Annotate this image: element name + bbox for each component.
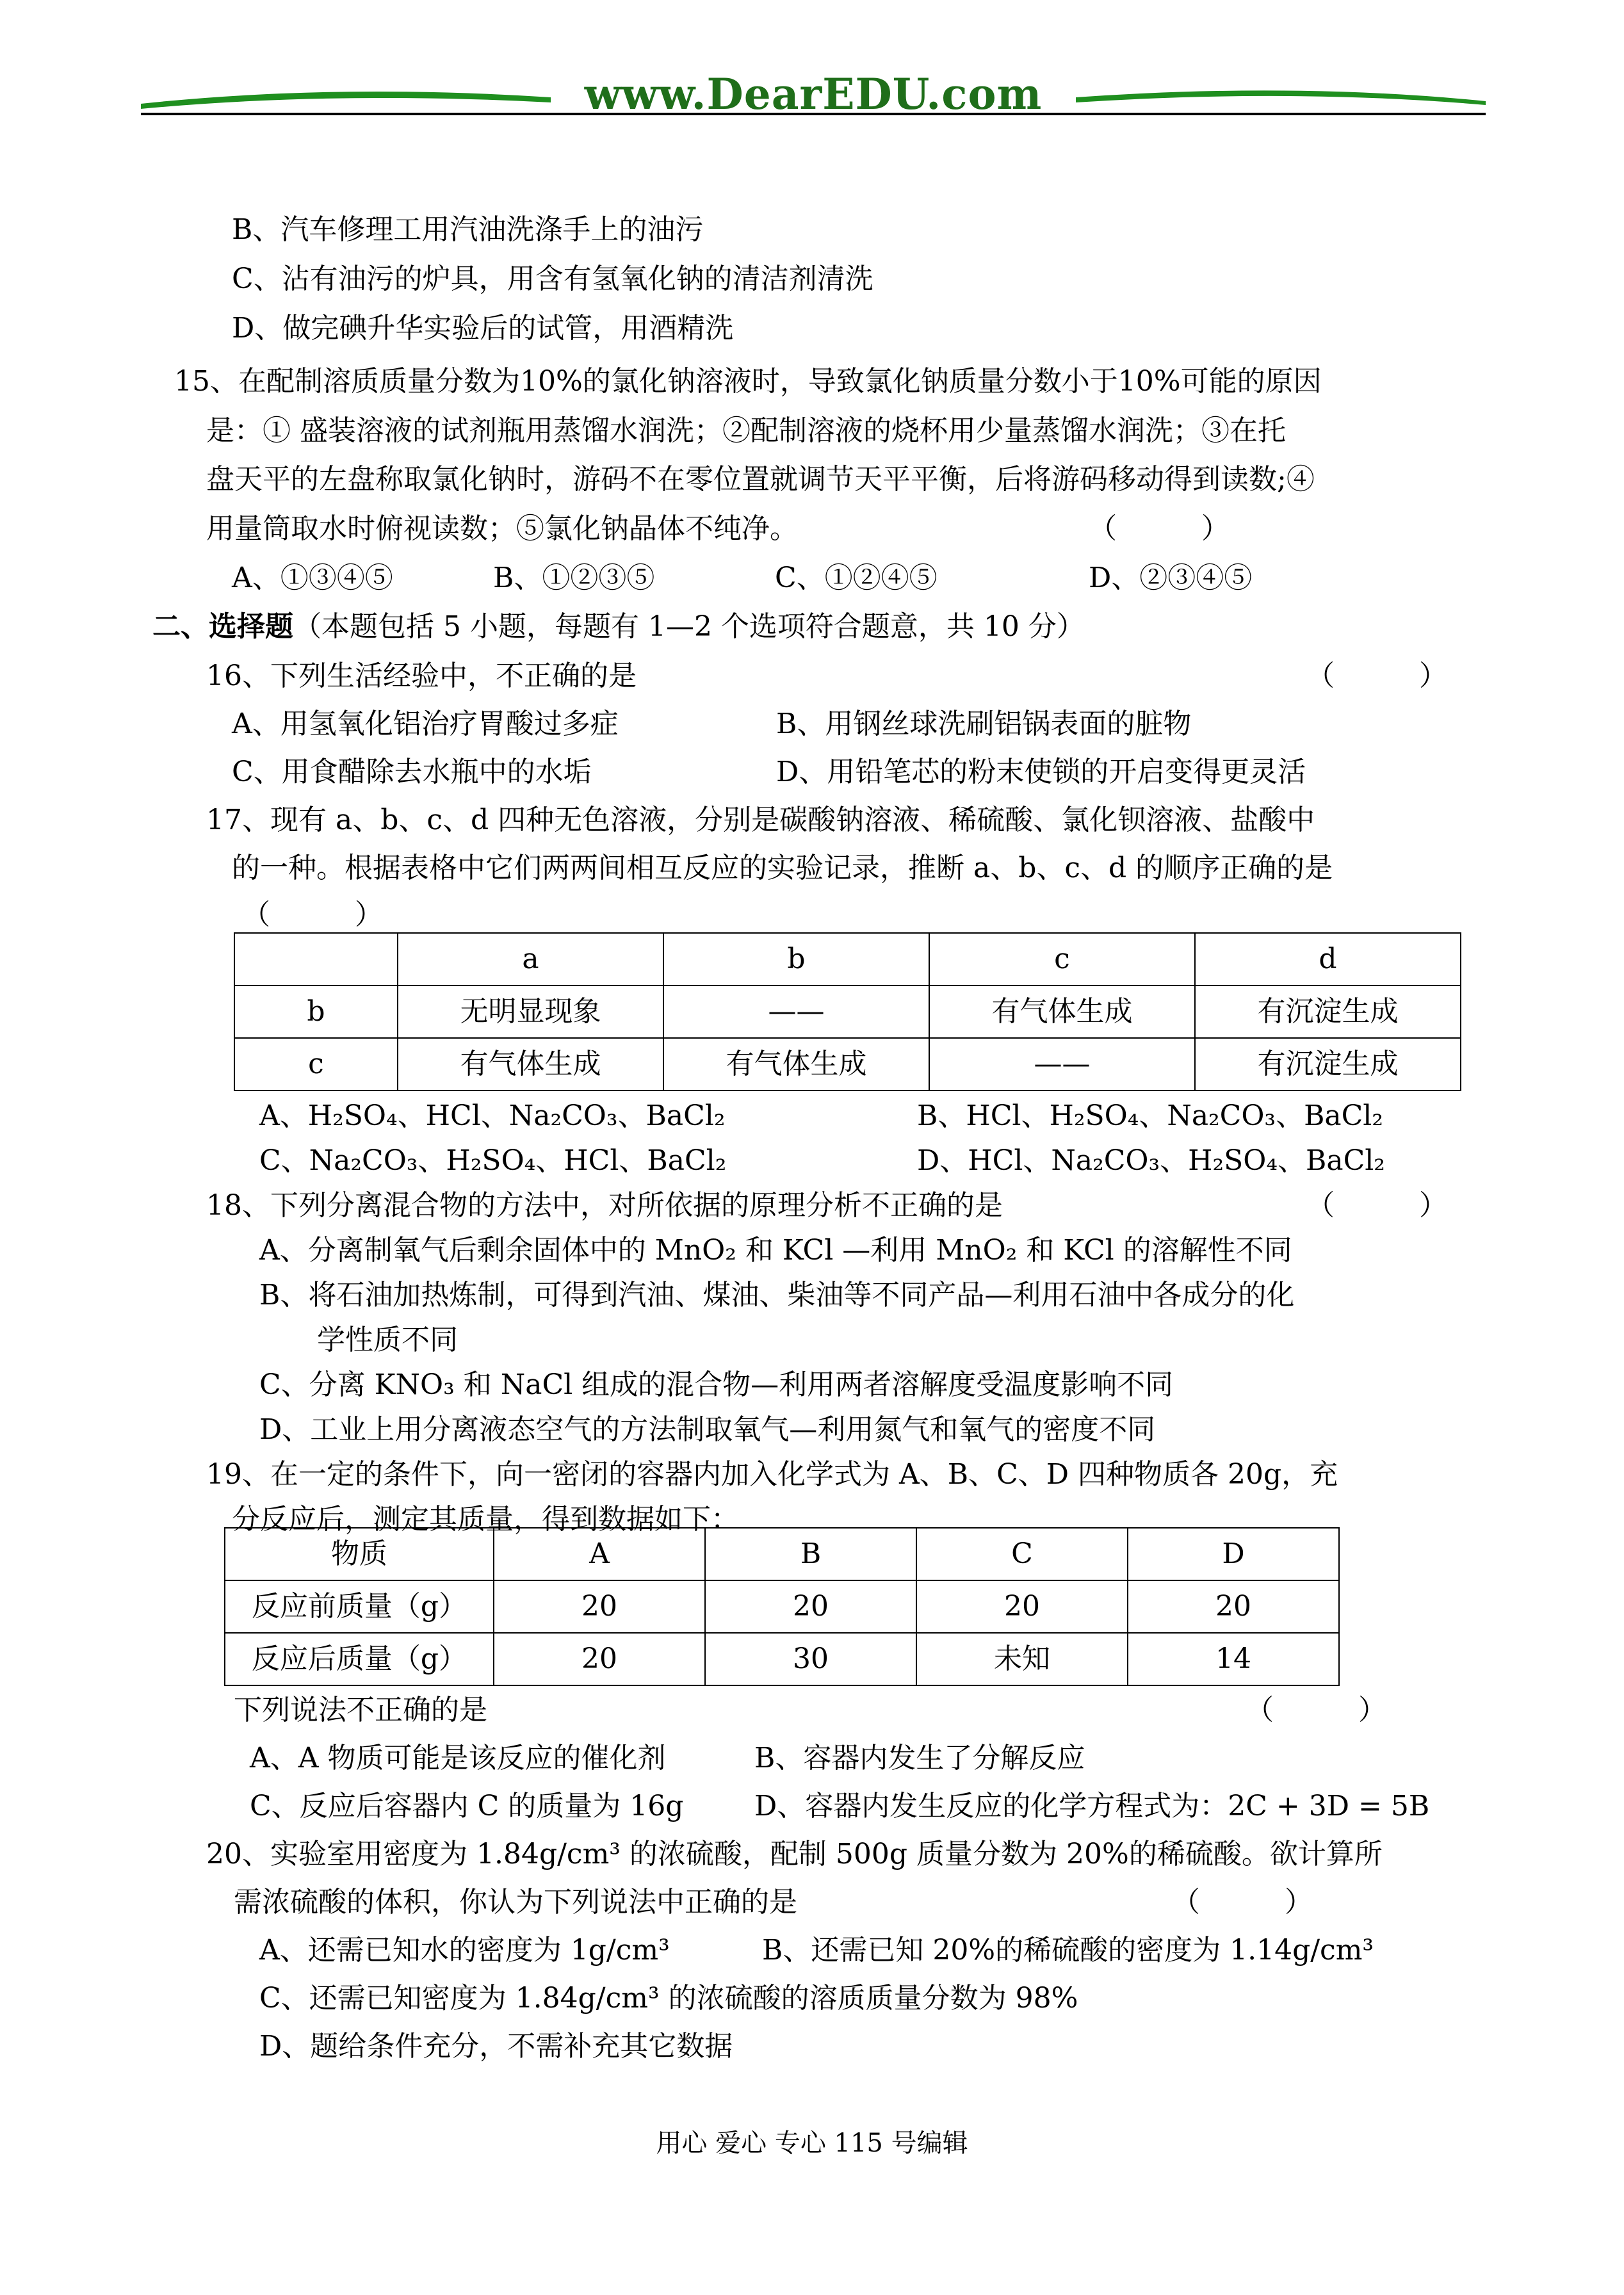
table-cell: 有气体生成 <box>663 1038 929 1091</box>
q20-line-2: 需浓硫酸的体积，你认为下列说法中正确的是 <box>234 1886 797 1918</box>
table-cell: 有沉淀生成 <box>1195 1038 1461 1091</box>
q17-option-a: A、H₂SO₄、HCl、Na₂CO₃、BaCl₂ <box>259 1099 726 1132</box>
q14-option-b: B、汽车修理工用汽油洗涤手上的油污 <box>232 213 704 246</box>
table-cell: 20 <box>494 1633 705 1685</box>
q18-answer-bracket: （ ） <box>1306 1189 1447 1222</box>
option-text: HCl、H₂SO₄、Na₂CO₃、BaCl₂ <box>966 1099 1384 1132</box>
q18-option-b-line-2: 学性质不同 <box>317 1324 458 1356</box>
q16-option-d: D、用铅笔芯的粉末使锁的开启变得更灵活 <box>776 756 1306 788</box>
q20-answer-bracket: （ ） <box>1172 1886 1313 1918</box>
table-cell: B <box>705 1528 916 1580</box>
q14-option-c: C、沾有油污的炉具，用含有氢氧化钠的清洁剂清洗 <box>232 263 873 295</box>
q17-option-c <box>259 1141 726 1181</box>
table-cell: b <box>663 933 929 985</box>
table-cell: 有气体生成 <box>398 1038 663 1091</box>
option-label: D、 <box>917 1144 968 1177</box>
q15-line-4: 用量筒取水时俯视读数；⑤氯化钠晶体不纯净。 <box>206 512 798 545</box>
section-2-heading <box>152 607 1085 647</box>
q15-line-1: 15、在配制溶质质量分数为10%的氯化钠溶液时，导致氯化钠质量分数小于10%可能的原因 <box>174 365 1322 398</box>
option-label: C、 <box>259 1144 309 1177</box>
table-cell: b <box>234 985 398 1038</box>
table-cell: 14 <box>1128 1633 1339 1685</box>
q20-option-c: C、还需已知密度为 1.84g/cm³ 的浓硫酸的溶质质量分数为 98% <box>259 1982 1078 2015</box>
q15-option-d: D、②③④⑤ <box>1089 562 1253 594</box>
q16-option-b: B、用钢丝球洗刷铝锅表面的脏物 <box>776 708 1192 740</box>
q17-option-b <box>917 1096 1383 1136</box>
table-cell: 20 <box>705 1580 916 1633</box>
q20-option-b: B、还需已知 20%的稀硫酸的密度为 1.14g/cm³ <box>762 1934 1374 1967</box>
q16-option-a: A、用氢氧化铝治疗胃酸过多症 <box>232 708 619 740</box>
q19-answer-bracket: （ ） <box>1246 1694 1386 1726</box>
table-cell: 有气体生成 <box>929 985 1195 1038</box>
table-cell: —— <box>663 985 929 1038</box>
section-2-description: （本题包括 5 小题，每题有 1—2 个选项符合题意，共 10 分） <box>293 610 1085 643</box>
table-cell: 20 <box>916 1580 1128 1633</box>
q15-option-a: A、①③④⑤ <box>232 562 393 594</box>
site-url: www.DearEDU.com <box>584 69 1043 119</box>
q17-answer-bracket: （ ） <box>242 898 383 931</box>
q16-option-c: C、用食醋除去水瓶中的水垢 <box>232 756 592 788</box>
q19-line-2: 分反应后，测定其质量，得到数据如下： <box>232 1503 739 1536</box>
table-cell: 20 <box>1128 1580 1339 1633</box>
table-row <box>225 1580 1339 1633</box>
table-row <box>234 1038 1461 1091</box>
table-header-row <box>225 1528 1339 1580</box>
table-cell: 20 <box>494 1580 705 1633</box>
q18-option-b-line-1: B、将石油加热炼制，可得到汽油、煤油、柴油等不同产品—利用石油中各成分的化 <box>259 1279 1295 1311</box>
table-row <box>234 985 1461 1038</box>
q19-option-c: C、反应后容器内 C 的质量为 16g <box>250 1790 684 1822</box>
option-text: Na₂CO₃、H₂SO₄、HCl、BaCl₂ <box>309 1144 727 1177</box>
q19-option-d: D、容器内发生反应的化学方程式为：2C + 3D = 5B <box>754 1790 1430 1822</box>
q17-line-1: 17、现有 a、b、c、d 四种无色溶液，分别是碳酸钠溶液、稀硫酸、氯化钡溶液、盐酸中 <box>206 804 1315 836</box>
q15-answer-bracket: （ ） <box>1089 512 1230 545</box>
q19-option-b: B、容器内发生了分解反应 <box>754 1742 1085 1774</box>
q19-stem: 下列说法不正确的是 <box>234 1694 487 1726</box>
option-label: A、 <box>259 1099 308 1132</box>
q20-option-a: A、还需已知水的密度为 1g/cm³ <box>259 1934 670 1967</box>
q17-option-d <box>917 1141 1385 1181</box>
formula: HCl <box>425 1099 481 1132</box>
q15-line-2: 是：① 盛装溶液的试剂瓶用蒸馏水润洗；②配制溶液的烧杯用少量蒸馏水润洗；③在托 <box>206 414 1286 447</box>
formula: Na₂CO₃ <box>508 1099 618 1132</box>
q20-option-d: D、题给条件充分，不需补充其它数据 <box>259 2030 733 2063</box>
table-cell <box>234 933 398 985</box>
q15-option-c: C、①②④⑤ <box>775 562 938 594</box>
table-cell: a <box>398 933 663 985</box>
q18-option-d: D、工业上用分离液态空气的方法制取氧气—利用氮气和氧气的密度不同 <box>259 1413 1156 1446</box>
table-cell: 有沉淀生成 <box>1195 985 1461 1038</box>
q15-option-b: B、①②③⑤ <box>493 562 655 594</box>
table-cell: c <box>234 1038 398 1091</box>
option-label: B、 <box>917 1099 966 1132</box>
q19-mass-table <box>224 1527 1340 1686</box>
table-cell: 反应后质量（g） <box>225 1633 494 1685</box>
q17-line-2: 的一种。根据表格中它们两两间相互反应的实验记录，推断 a、b、c、d 的顺序正确的是 <box>232 852 1333 884</box>
q20-line-1: 20、实验室用密度为 1.84g/cm³ 的浓硫酸，配制 500g 质量分数为 20%的稀硫酸。欲计算所 <box>206 1838 1383 1870</box>
table-cell: C <box>916 1528 1128 1580</box>
q19-line-1: 19、在一定的条件下，向一密闭的容器内加入化学式为 A、B、C、D 四种物质各 20g，充 <box>206 1458 1338 1491</box>
formula: BaCl₂ <box>646 1099 726 1132</box>
site-header <box>141 64 1486 122</box>
q17-reaction-table <box>234 932 1461 1091</box>
table-cell: 未知 <box>916 1633 1128 1685</box>
table-header-row <box>234 933 1461 985</box>
q19-option-a: A、A 物质可能是该反应的催化剂 <box>250 1742 666 1774</box>
q18-stem: 18、下列分离混合物的方法中，对所依据的原理分析不正确的是 <box>206 1189 1003 1222</box>
q14-option-d: D、做完碘升华实验后的试管，用酒精洗 <box>232 312 734 345</box>
table-cell: c <box>929 933 1195 985</box>
table-cell: 无明显现象 <box>398 985 663 1038</box>
table-cell: —— <box>929 1038 1195 1091</box>
table-cell: 反应前质量（g） <box>225 1580 494 1633</box>
table-cell: 物质 <box>225 1528 494 1580</box>
q15-line-3: 盘天平的左盘称取氯化钠时，游码不在零位置就调节天平平衡，后将游码移动得到读数;④ <box>206 463 1315 496</box>
table-cell: A <box>494 1528 705 1580</box>
q18-option-c: C、分离 KNO₃ 和 NaCl 组成的混合物—利用两者溶解度受温度影响不同 <box>259 1368 1174 1401</box>
q16-stem: 16、下列生活经验中，不正确的是 <box>206 660 637 692</box>
table-cell: 30 <box>705 1633 916 1685</box>
option-text: HCl、Na₂CO₃、H₂SO₄、BaCl₂ <box>968 1144 1385 1177</box>
q18-option-a: A、分离制氧气后剩余固体中的 MnO₂ 和 KCl —利用 MnO₂ 和 KCl 的溶解性不同 <box>259 1234 1292 1267</box>
section-2-title: 二、选择题 <box>152 610 293 643</box>
formula: H₂SO₄ <box>307 1099 398 1132</box>
page-footer: 用心 爱心 专心 115 号编辑 <box>656 2129 968 2158</box>
q16-answer-bracket: （ ） <box>1306 660 1447 692</box>
table-row <box>225 1633 1339 1685</box>
table-cell: D <box>1128 1528 1339 1580</box>
table-cell: d <box>1195 933 1461 985</box>
